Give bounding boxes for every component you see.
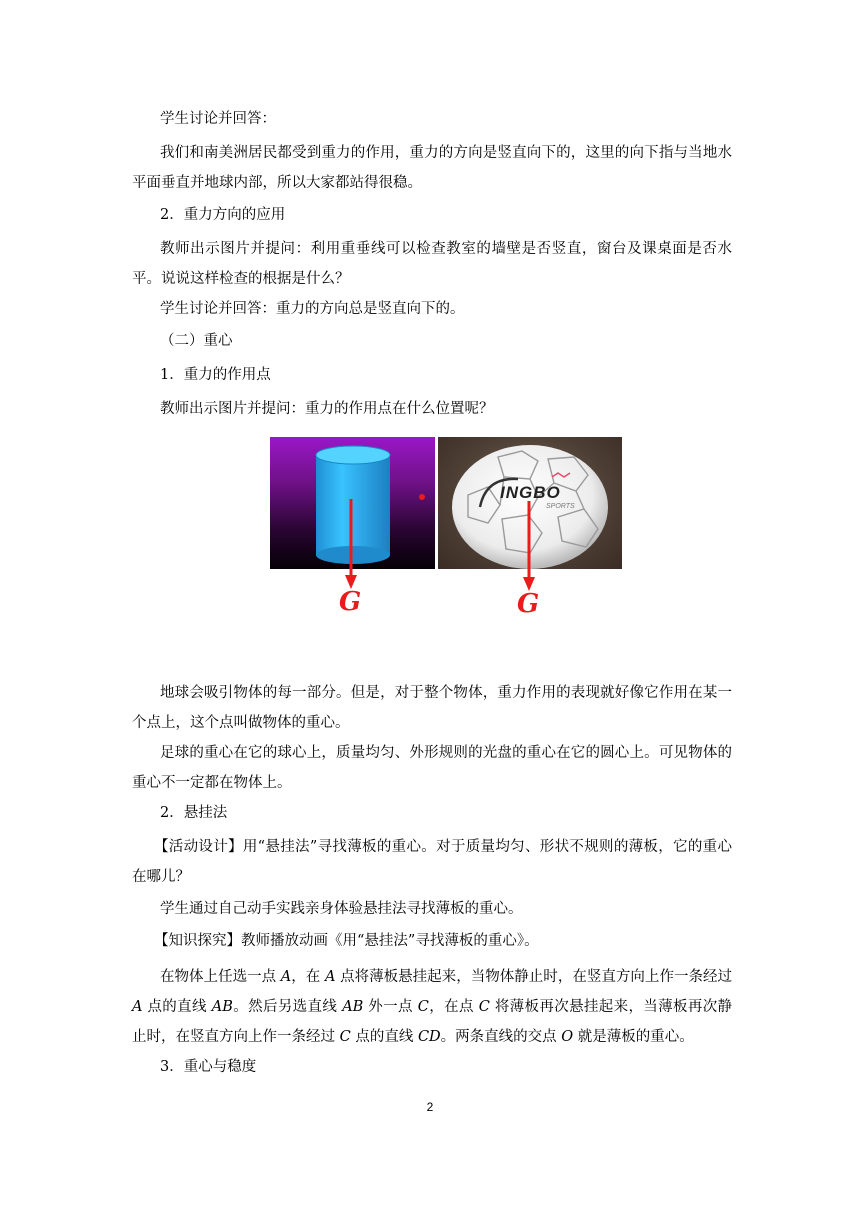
left-gravity-label: G <box>339 587 362 617</box>
paragraph-knowledge-explore <box>154 926 754 956</box>
procedure-text: 就是薄板的重心。 <box>573 1029 694 1045</box>
heading-suspension-method: 2．悬挂法 <box>160 805 228 821</box>
heading-point-of-action: 1．重力的作用点 <box>160 367 271 383</box>
point-a: A <box>132 999 143 1015</box>
ball-logo-text: INGBO <box>500 483 561 502</box>
line-cd: CD <box>417 1029 441 1045</box>
force-arrows <box>270 437 622 617</box>
heading-gravity-direction-application: 2．重力方向的应用 <box>160 207 286 223</box>
point-c: C <box>417 999 429 1015</box>
paragraph-student-practice: 学生通过自己动手实践亲身体验悬挂法寻找薄板的重心。 <box>160 901 523 917</box>
heading-center-of-gravity: （二）重心 <box>160 333 233 349</box>
line-ab: AB <box>342 999 364 1015</box>
point-c: C <box>478 999 490 1015</box>
procedure-text: 点将薄板悬挂起来，当物体静止时，在竖直方向上作一条经过 <box>335 969 733 985</box>
procedure-text: 将薄板再次悬挂起来，当薄板再次静止时，在竖直方向上作一条经过 <box>132 999 733 1045</box>
point-a: A <box>324 969 336 985</box>
right-gravity-label: G <box>517 589 540 619</box>
gravity-figure <box>270 437 622 617</box>
knowledge-explore-label: 【知识探究】 <box>154 933 241 949</box>
procedure-text: 在物体上任选一点 <box>160 969 281 985</box>
line-ab: AB <box>211 999 233 1015</box>
activity-design-label: 【活动设计】 <box>154 839 243 855</box>
point-c: C <box>339 1029 351 1045</box>
paragraph-football-center: 足球的重心在它的球心上，质量均匀、外形规则的光盘的重心在它的圆心上。可见物体的重心不一定都在物体上。 <box>132 745 732 791</box>
paragraph-teacher-question-plumb: 教师出示图片并提问：利用重垂线可以检查教室的墙壁是否竖直，窗台及课桌面是否水平。说说这样检查的根据是什么？ <box>132 241 732 287</box>
knowledge-explore-text: 教师播放动画《用“悬挂法”寻找薄板的重心》。 <box>241 933 539 949</box>
activity-design-text: 用“悬挂法”寻找薄板的重心。对于质量均匀、形状不规则的薄板，它的重心在哪儿？ <box>132 839 732 885</box>
procedure-text: 。两条直线的交点 <box>440 1029 562 1045</box>
paragraph-activity-design <box>132 832 732 892</box>
paragraph-suspension-procedure <box>132 962 732 1052</box>
paragraph-gravity-direction: 我们和南美洲居民都受到重力的作用，重力的方向是竖直向下的，这里的向下指与当地水平面垂直并地球内部，所以大家都站得很稳。 <box>132 145 732 191</box>
ball-logo-sub: SPORTS <box>546 503 575 510</box>
paragraph-student-answer-2: 学生讨论并回答：重力的方向总是竖直向下的。 <box>160 301 465 317</box>
procedure-text: 。然后另选直线 <box>232 999 343 1015</box>
point-a: A <box>280 969 292 985</box>
procedure-text: ，在点 <box>428 999 479 1015</box>
procedure-text: 点的直线 <box>142 999 212 1015</box>
procedure-text: ，在 <box>291 969 325 985</box>
heading-center-and-stability: 3．重心与稳度 <box>160 1059 257 1075</box>
paragraph-teacher-question-point: 教师出示图片并提问：重力的作用点在什么位置呢？ <box>160 401 494 417</box>
point-o: O <box>561 1029 574 1045</box>
procedure-text: 点的直线 <box>350 1029 418 1045</box>
procedure-text: 外一点 <box>363 999 418 1015</box>
paragraph-earth-attraction: 地球会吸引物体的每一部分。但是，对于整个物体，重力作用的表现就好像它作用在某一个点上，这个点叫做物体的重心。 <box>132 685 732 731</box>
paragraph-student-answer-1: 学生讨论并回答： <box>160 111 276 127</box>
page-number: 2 <box>426 1100 434 1114</box>
